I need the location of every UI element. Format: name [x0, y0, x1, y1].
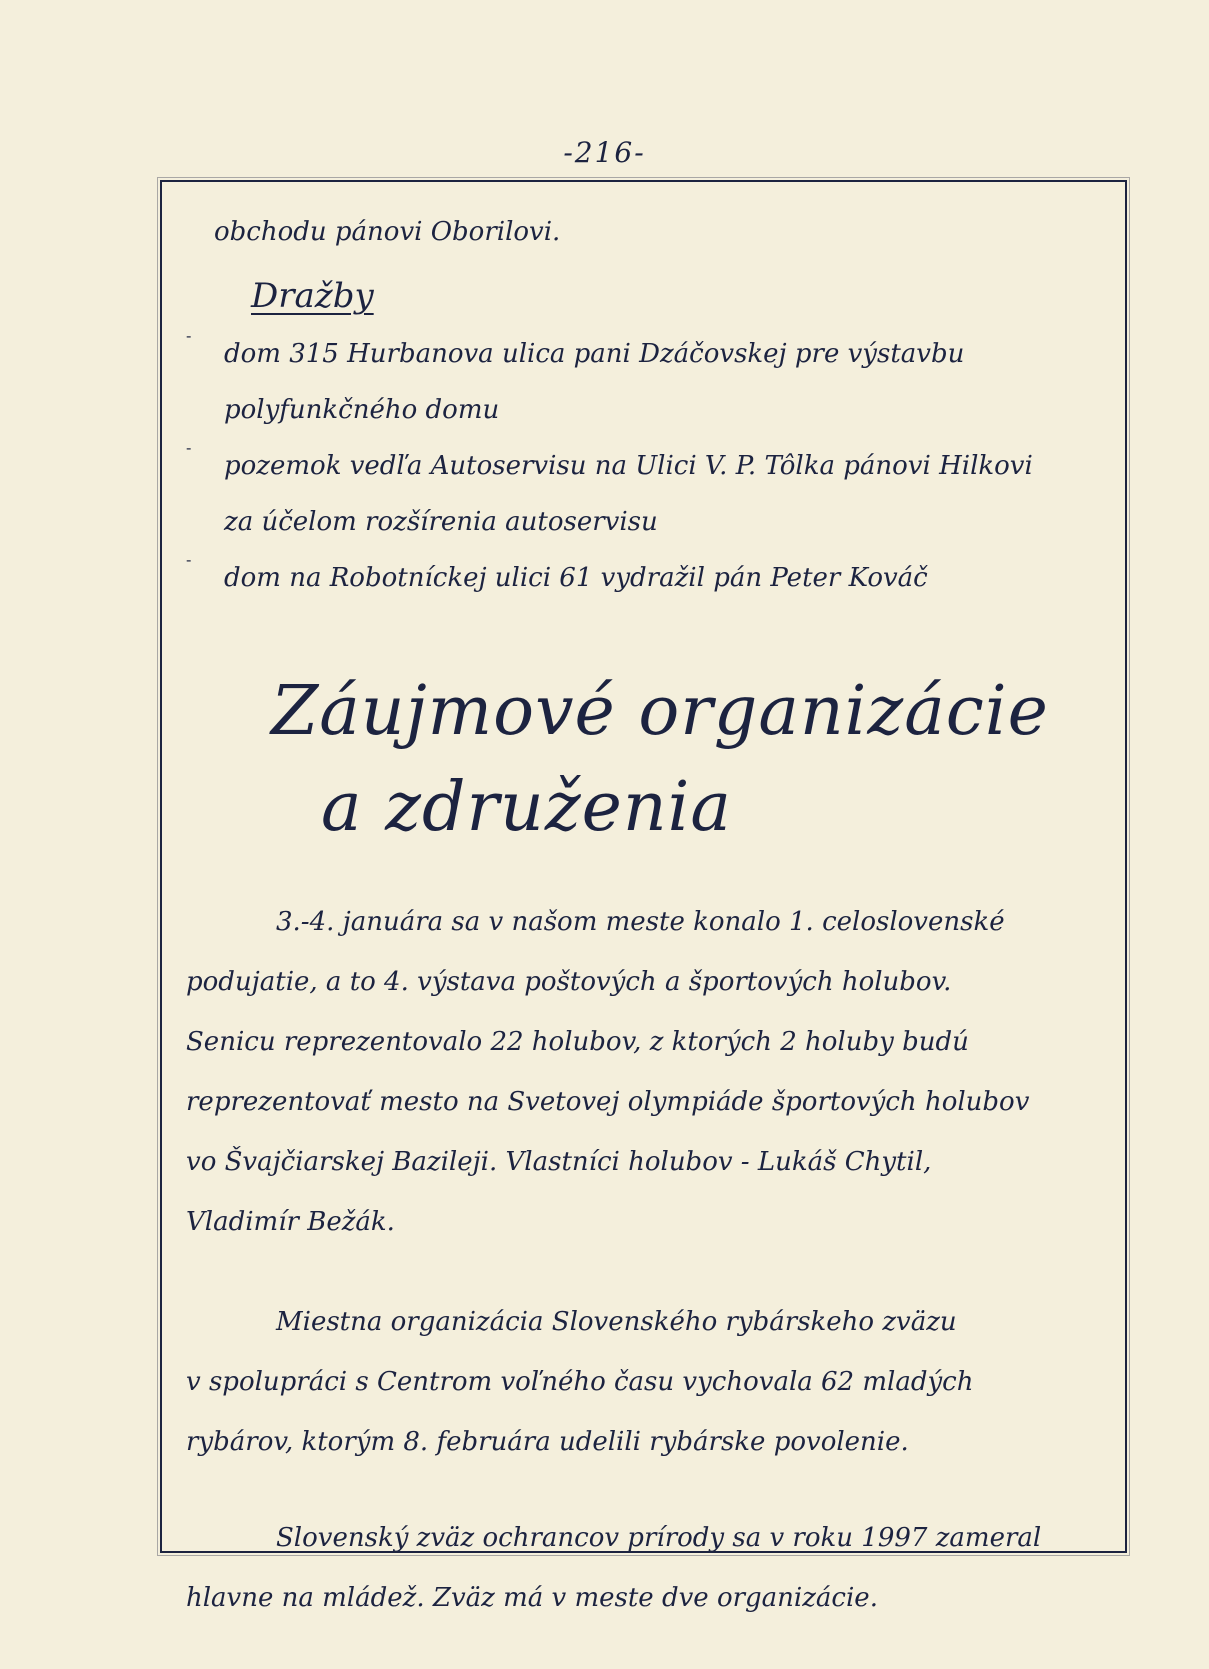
- paragraph-line: podujatie, a to 4. výstava poštových a športových holubov.: [186, 967, 952, 997]
- paragraph-line: rybárov, ktorým 8. februára udelili rybárske povolenie.: [186, 1427, 909, 1457]
- handwritten-content: [162, 182, 1125, 1613]
- paragraph-line: vo Švajčiarskej Bazileji. Vlastníci holubov - Lukáš Chytil,: [186, 1147, 932, 1177]
- auction-list: [186, 438, 1091, 494]
- page-frame: [160, 180, 1127, 1613]
- auction-item: [186, 326, 1091, 382]
- paragraph-line: Vladimír Bežák.: [186, 1207, 395, 1237]
- auction-item-text: - pozemok vedľa Autoservisu na Ulici V. P. Tôlka pánovi Hilkovi: [224, 451, 1033, 481]
- paragraph-fishing-union: [186, 1292, 1091, 1472]
- auction-item: [186, 550, 1091, 606]
- auction-item-text: - dom 315 Hurbanova ulica pani Dzáčovskej pre výstavbu: [224, 339, 965, 369]
- section-title-line-2: a združenia: [321, 768, 732, 847]
- paragraph-line: hlavne na mládež. Zväz má v meste dve organizácie.: [186, 1583, 878, 1613]
- paragraph-line: reprezentovať mesto na Svetovej olympiáde športových holubov: [186, 1087, 1030, 1117]
- paragraph-line: Senicu reprezentovalo 22 holubov, z ktorých 2 holuby budú: [186, 1027, 969, 1057]
- paragraph-line: v spolupráci s Centrom voľného času vychovala 62 mladých: [186, 1367, 974, 1397]
- paragraph-line: 3.-4. januára sa v našom meste konalo 1. celoslovenské: [276, 907, 1005, 937]
- paragraph-line: Slovenský zväz ochrancov prírody sa v roku 1997 zameral: [276, 1523, 1042, 1553]
- auction-item-continuation: polyfunkčného domu: [224, 395, 500, 425]
- auction-item-text: - dom na Robotníckej ulici 61 vydražil pán Peter Kováč: [224, 563, 928, 593]
- auction-item-continuation: za účelom rozšírenia autoservisu: [224, 507, 658, 537]
- paragraph-pigeon-show: [186, 892, 1091, 1252]
- paragraph-nature-conservation: [186, 1508, 1091, 1628]
- auctions-heading: Dražby: [251, 276, 374, 316]
- paragraph-line: Miestna organizácia Slovenského rybárskeho zväzu: [276, 1307, 957, 1337]
- auction-list: [186, 326, 1091, 382]
- auction-item: [186, 438, 1091, 494]
- section-title-line-1: Záujmové organizácie: [271, 672, 1049, 751]
- auction-list: [186, 550, 1091, 606]
- intro-line: obchodu pánovi Oborilovi.: [214, 217, 561, 247]
- page-number: -216-: [563, 136, 646, 169]
